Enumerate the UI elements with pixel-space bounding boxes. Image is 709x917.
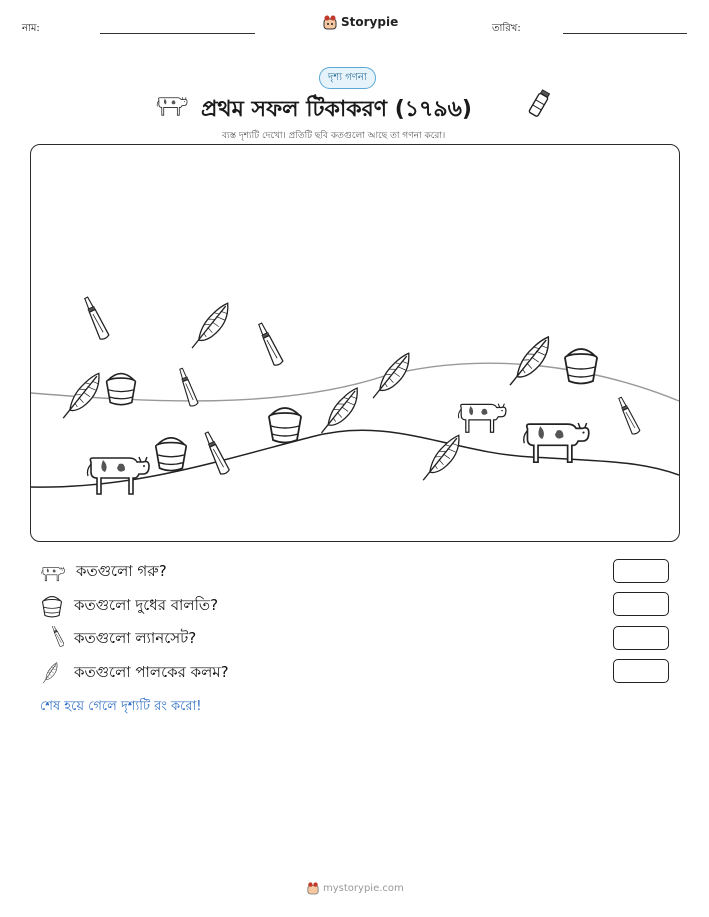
- answer-box[interactable]: [613, 626, 669, 650]
- question-row: [40, 626, 196, 652]
- quill-pen-icon: [420, 431, 466, 487]
- instructions: ব্যস্ত দৃশ্যটি দেখো। প্রতিটি ছবি কতগুলো আছে তা গণনা করো।: [222, 131, 446, 141]
- cow-icon: [524, 423, 589, 462]
- coloring-instruction: শেষ হয়ে গেলে দৃশ্যটি রং করো!: [40, 699, 202, 714]
- date-label: তারিখ:: [492, 23, 521, 34]
- scene-drawing: [31, 145, 679, 541]
- quill-pen-icon: [40, 659, 64, 687]
- vaccine-vial-icon: [528, 88, 550, 120]
- question-row: [40, 659, 229, 687]
- cow-icon: [155, 92, 189, 118]
- lancet-icon: [40, 626, 64, 652]
- question-text: কতগুলো পালকের কলম?: [74, 662, 229, 681]
- cow-icon: [40, 562, 66, 584]
- name-label: নাম:: [22, 23, 40, 34]
- milk-bucket-icon: [565, 349, 597, 384]
- answer-box[interactable]: [613, 659, 669, 683]
- page-title: প্রথম সফল টিকাকরণ (১৭৯৬): [201, 97, 472, 122]
- question-text: কতগুলো গরু?: [76, 562, 167, 580]
- footer-brand: [307, 881, 404, 895]
- question-text: কতগুলো ল্যানসেট?: [74, 628, 197, 647]
- activity-badge: দৃশ্য গণনা: [319, 67, 376, 89]
- milk-bucket-icon: [40, 593, 64, 619]
- milk-bucket-icon: [269, 408, 301, 443]
- quill-pen-icon: [60, 369, 106, 425]
- cow-icon: [458, 404, 505, 433]
- date-line[interactable]: [563, 33, 687, 34]
- cow-icon: [87, 457, 149, 494]
- storypie-mascot-icon: [307, 881, 319, 895]
- quill-pen-icon: [189, 299, 235, 355]
- lancet-icon: [256, 322, 284, 367]
- lancet-icon: [202, 431, 230, 476]
- question-row: [40, 593, 218, 619]
- lancet-icon: [616, 396, 640, 435]
- answer-box[interactable]: [613, 559, 669, 583]
- storypie-mascot-icon: [323, 14, 337, 30]
- milk-bucket-icon: [107, 374, 136, 405]
- answer-box[interactable]: [613, 592, 669, 616]
- brand-logo: [323, 14, 398, 30]
- counting-scene: [30, 144, 680, 542]
- quill-pen-icon: [507, 332, 556, 392]
- quill-pen-icon: [370, 349, 416, 405]
- lancet-icon: [82, 296, 110, 341]
- question-row: [40, 560, 167, 585]
- name-line[interactable]: [100, 33, 255, 34]
- brand-name: Storypie: [341, 15, 399, 29]
- milk-bucket-icon: [156, 438, 186, 471]
- footer-site[interactable]: mystorypie.com: [323, 882, 404, 894]
- question-text: কতগুলো দুধের বালতি?: [74, 595, 219, 614]
